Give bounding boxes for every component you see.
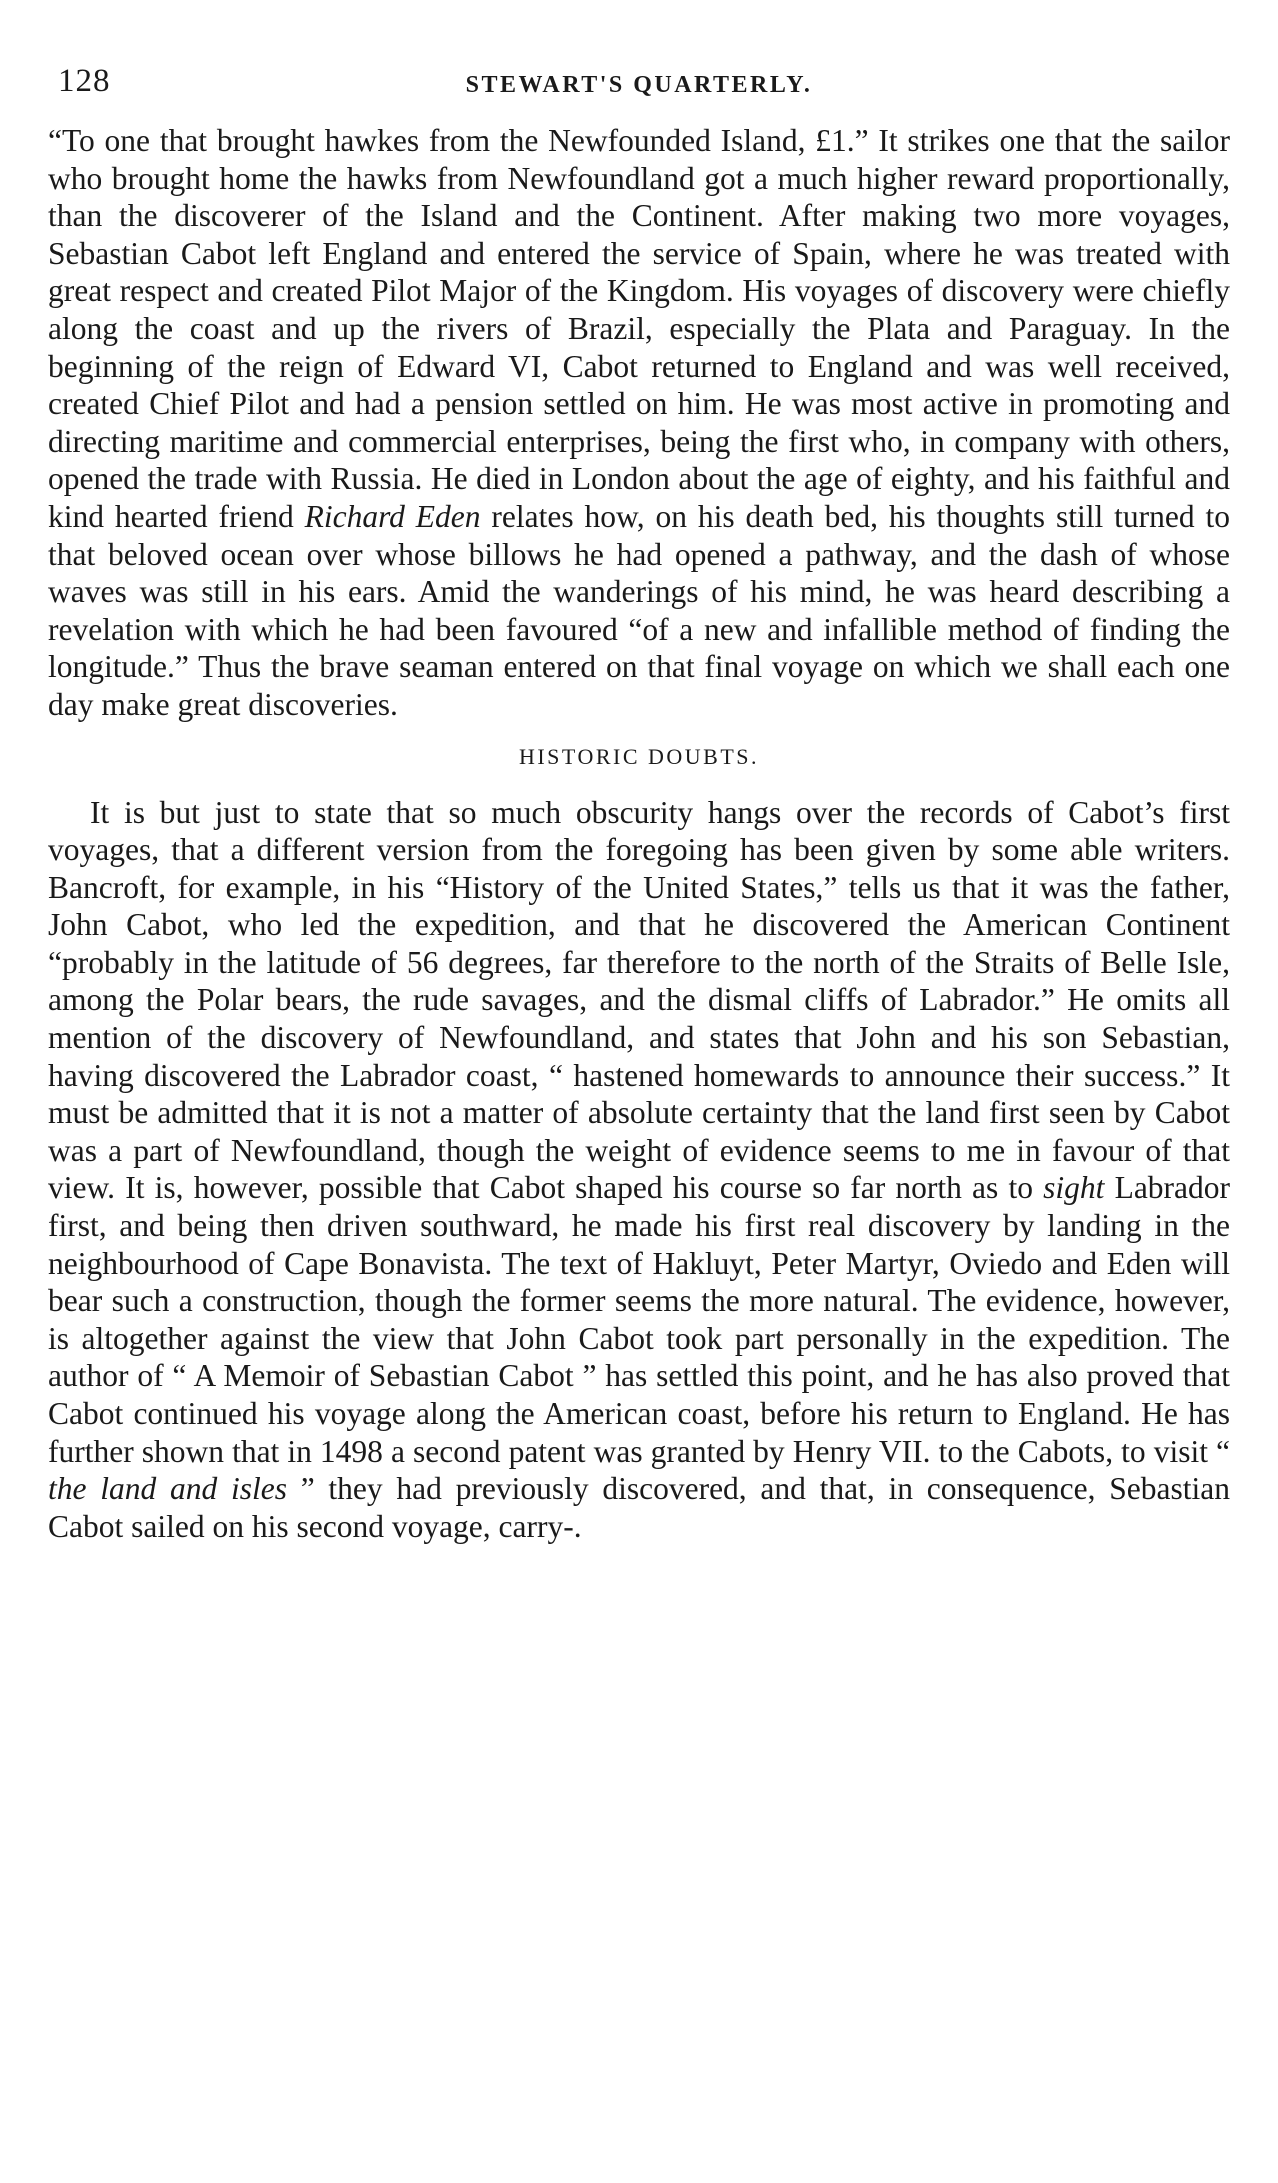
paragraph-2-part-3: ” they had previously discovered, and that, in consequence, Sebastian Cabot sailed on his second voyage, carry-. [48,1471,1230,1544]
paragraph-1-text: “To one that brought hawkes from the Newfounded Island, £1.” It strikes one that the sailor who brought home the hawks from Newfoundland got a much higher reward proportionally, than the discoverer of the Island and the Continent. After making two more voyages, Sebastian Cabot left England and entered the service of Spain, where he was treated with great respect and created Pilot Major of the Kingdom. His voyages of discovery were chiefly along the coast and up the rivers of Brazil, especially the Plata and Paraguay. In the beginning of the reign of Edward VI, Cabot returned to England and was well received, created Chief Pilot and had a pension settled on him. He was most active in promoting and directing maritime and commercial enterprises, being the first who, in company with others, opened the trade with Russia. He died in London about the age of eighty, and his faithful and kind hearted friend [48,123,1230,534]
running-head [48,58,1230,104]
journal-title: STEWART'S QUARTERLY. [465,72,813,98]
richard-eden-name: Richard Eden [304,498,481,534]
section-heading: HISTORIC DOUBTS. [518,743,760,769]
paragraph-cabot-career [48,122,1230,724]
italic-sight: sight [1043,1170,1105,1206]
paragraph-2-part-1: It is but just to state that so much obscurity hangs over the records of Cabot’s first voyages, that a different version from the foregoing has been given by some able writers. Bancroft, for example, in his “History of the United States,” tells us that it was the father, John Cabot, who led the expedition, and that he discovered the American Continent “probably in the latitude of 56 degrees, far therefore to the north of the Straits of Belle Isle, among the Polar bears, the rude savages, and the dismal cliffs of Labrador.” He omits all mention of the discovery of Newfoundland, and states that John and his son Sebastian, having discovered the Labrador coast, “ hastened homewards to announce their success.” It must be admitted that it is not a matter of absolute certainty that the land first seen by Cabot was a part of Newfoundland, though the weight of evidence seems to me in favour of that view. It is, however, possible that Cabot shaped his course so far north as to [48,794,1230,1206]
italic-land-and-isles: the land and isles [48,1471,287,1507]
paragraph-historic-doubts [48,794,1230,1546]
book-page [48,58,1230,1545]
paragraph-1-text-end: relates how, on his death bed, his thoughts still turned to that beloved ocean over whose billows he had opened a pathway, and the dash of whose waves was still in his ears. Amid the wanderings of his mind, he was heard describing a revelation with which he had been favoured “of a new and infallible method of finding the longitude.” Thus the brave seaman entered on that final voyage on which we shall each one day make great discoveries. [48,498,1230,722]
page-number: 128 [58,63,111,99]
paragraph-2-part-2: Labrador first, and being then driven southward, he made his first real discovery by landing in the neighbourhood of Cape Bonavista. The text of Hakluyt, Peter Martyr, Oviedo and Eden will bear such a construction, though the former seems the more natural. The evidence, however, is altogether against the view that John Cabot took part personally in the expedition. The author of “ A Memoir of Sebastian Cabot ” has settled this point, and he has also proved that Cabot continued his voyage along the American coast, before his return to England. He has further shown that in 1498 a second patent was granted by Henry VII. to the Cabots, to visit “ [48,1170,1231,1469]
